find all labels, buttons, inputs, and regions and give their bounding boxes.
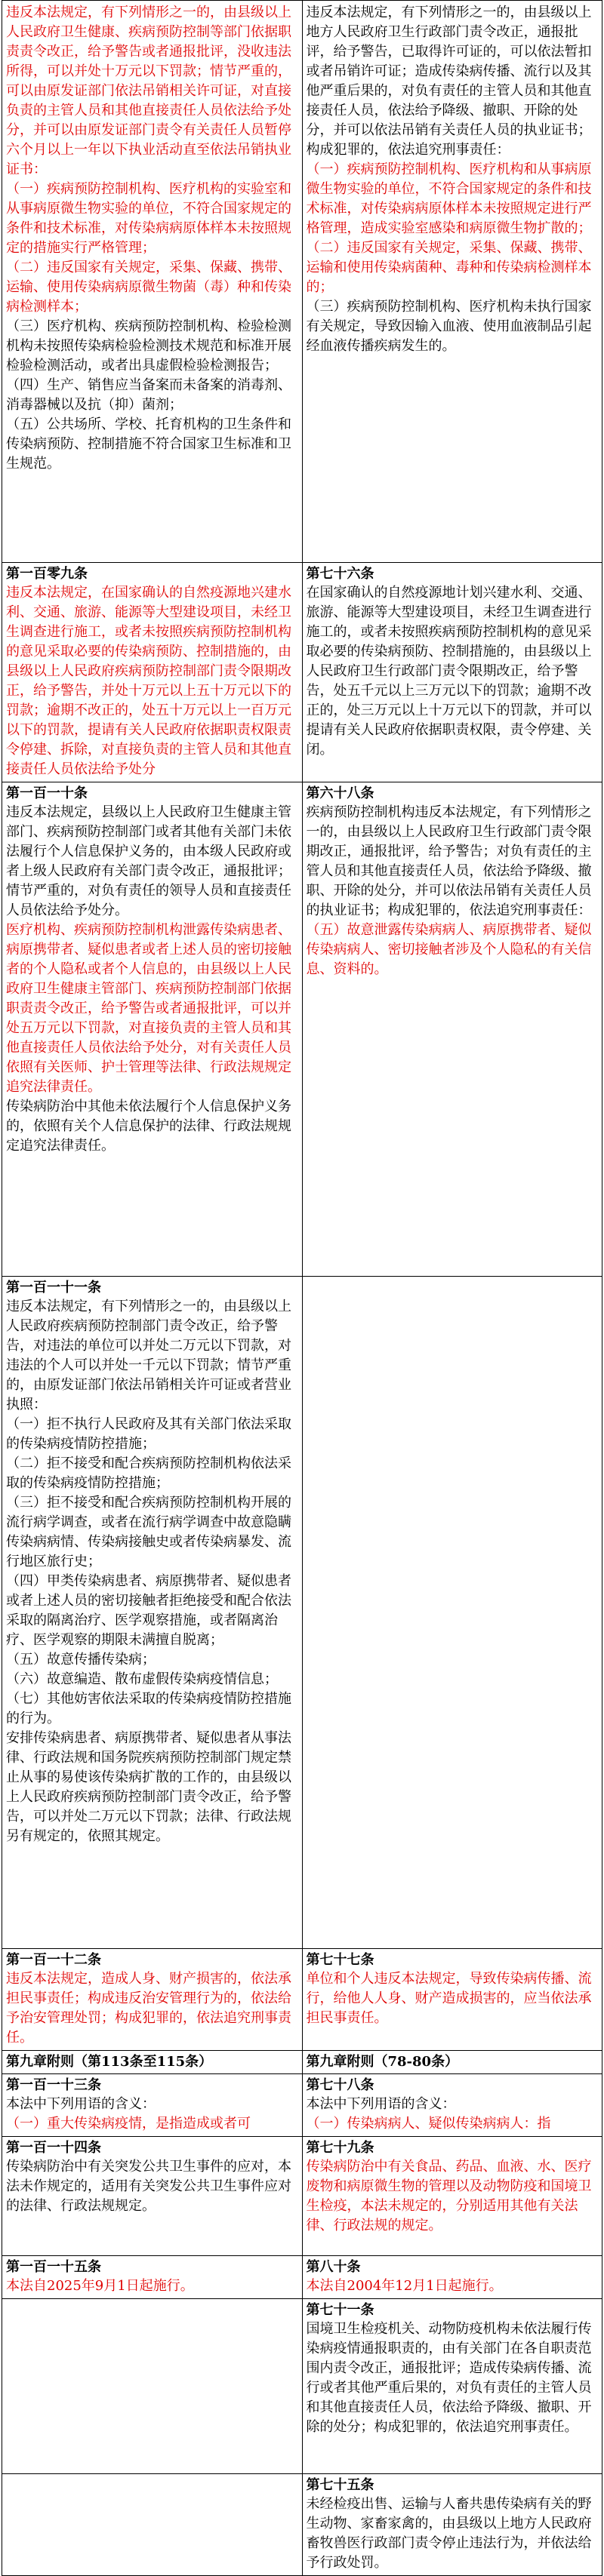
- empty-cell: [2, 2474, 303, 2576]
- old-law-cell: [302, 2256, 602, 2299]
- article-number: 第一百零九条: [6, 566, 88, 582]
- chapter-heading-old: [302, 2051, 602, 2074]
- new-law-cell: [2, 2074, 303, 2137]
- article-text: 违反本法规定，县级以上人民政府卫生健康主管部门、疾病预防控制部门或者其他有关部门未依法履行个人信息保护义务的，由本级人民政府或者上级人民政府有关部门责令改正，通报批评；情节严重的，对负有责任的领导人员和直接责任人员依法给予处分。: [6, 804, 291, 918]
- article-text: （六）故意编造、散布虚假传染病疫情信息；: [6, 1671, 278, 1687]
- changed-text: 医疗机构、疾病预防控制机构泄露传染病患者、病原携带者、疑似患者或者上述人员的密切接触者的个人隐私或者个人信息的，由县级以上人民政府卫生健康主管部门、疾病预防控制部门依据职责责令改正，给予警告或者通报批评，可以并处五万元以下罚款，对直接负责的主管人员和其他直接责任人员依法给予处分，对有关责任人员依照有关医师、护士管理等法律、行政法规规定追究法律责任。: [6, 922, 291, 1095]
- old-law-cell: [302, 782, 602, 1277]
- table-row: [2, 1949, 602, 2051]
- article-number: 第七十六条: [306, 566, 374, 582]
- article-number: 第一百一十四条: [6, 2140, 101, 2156]
- article-number: 第一百一十条: [6, 785, 88, 801]
- changed-text: （二）违反国家有关规定，采集、保藏、携带、运输和使用传染病菌种、毒种和传染病检测样本的；: [306, 240, 592, 295]
- changed-text: （一）疾病预防控制机构、医疗机构的实验室和从事病原微生物实验的单位，不符合国家规定的条件和技术标准，对传染病病原体样本未按照规定的措施实行严格管理；: [6, 181, 291, 256]
- article-text: 在国家确认的自然疫源地计划兴建水利、交通、旅游、能源等大型建设项目，未经卫生调查进行施工的，或者未按照疾病预防控制机构的意见采取必要的传染病预防、控制措施的，由县级以上人民政府卫生行政部门责令限期改正，给予警告，处五千元以上三万元以下的罚款；逾期不改正的，处三万元以上十万元以下的罚款，并可以提请有关人民政府依据职责权限，责令停建、关闭。: [306, 585, 592, 758]
- article-text: 未经检疫出售、运输与人畜共患传染病有关的野生动物、家畜家禽的，由县级以上地方人民政府畜牧兽医行政部门责令停止违法行为，并依法给予行政处罚。: [306, 2496, 592, 2571]
- changed-text: 违反本法规定，造成人身、财产损害的，依法承担民事责任；构成违反治安管理行为的，依法给予治安管理处罚；构成犯罪的，依法追究刑事责任。: [6, 1971, 291, 2046]
- article-text: （四）甲类传染病患者、病原携带者、疑似患者或者上述人员的密切接触者拒绝接受和配合依法采取的隔离治疗、医学观察措施，或者隔离治疗、医学观察的期限未满擅自脱离；: [6, 1573, 291, 1648]
- article-text: 违反本法规定，有下列情形之一的，由县级以上人民政府疾病预防控制部门责令改正，给予警告，对违法的单位可以并处二万元以下罚款，对违法的个人可以并处一千元以下罚款；情节严重的，由原发证部门依法吊销相关许可证或者营业执照：: [6, 1299, 291, 1412]
- new-law-cell: [2, 563, 303, 782]
- article-number: 第六十八条: [306, 785, 374, 801]
- article-text: （三）拒不接受和配合疾病预防控制机构开展的流行病学调查，或者在流行病学调查中故意隐瞒传染病病情、传染病接触史或者传染病暴发、流行地区旅行史；: [6, 1495, 291, 1569]
- article-number: 第七十九条: [306, 2140, 374, 2156]
- old-law-cell: [302, 2137, 602, 2256]
- article-text: 违反本法规定，有下列情形之一的，由县级以上地方人民政府卫生行政部门责令改正，通报批评，给予警告，已取得许可证的，可以依法暂扣或者吊销许可证；造成传染病传播、流行以及其他严重后果的，对负有责任的主管人员和其他直接责任人员，依法给予降级、撤职、开除的处分，并可以依法吊销有关责任人员的执业证书；构成犯罪的，依法追究刑事责任：: [306, 5, 592, 158]
- changed-text: 违反本法规定，有下列情形之一的，由县级以上人民政府卫生健康、疾病预防控制等部门依据职责责令改正，给予警告或者通报批评，没收违法所得，可以并处十万元以下罚款；情节严重的，可以由原发证部门依法吊销相关许可证，对直接负责的主管人员和其他直接责任人员依法给予处分，并可以由原发证部门责令有关责任人员暂停六个月以上一年以下执业活动直至依法吊销执业证书：: [6, 5, 291, 177]
- changed-text: （一）传染病病人、疑似传染病病人：指: [306, 2116, 551, 2132]
- new-law-cell: [2, 782, 303, 1277]
- old-law-cell: [302, 1949, 602, 2051]
- table-row: [2, 782, 602, 1277]
- article-number: 第七十八条: [306, 2077, 374, 2093]
- article-number: 第七十七条: [306, 1952, 374, 1968]
- table-row: [2, 563, 602, 782]
- table-row: [2, 1, 602, 563]
- table-row: [2, 1277, 602, 1949]
- article-number: 第一百一十二条: [6, 1952, 101, 1968]
- table-row: [2, 2074, 602, 2137]
- article-number: 第七十一条: [306, 2302, 374, 2318]
- article-text: （五）公共场所、学校、托育机构的卫生条件和传染病预防、控制措施不符合国家卫生标准和卫生规范。: [6, 417, 291, 472]
- table-row: [2, 2299, 602, 2474]
- old-law-cell: [302, 2299, 602, 2474]
- article-text: （一）拒不执行人民政府及其有关部门依法采取的传染病疫情防控措施；: [6, 1416, 291, 1452]
- article-text: （五）故意传播传染病；: [6, 1652, 156, 1668]
- article-text: （二）拒不接受和配合疾病预防控制机构依法采取的传染病疫情防控措施；: [6, 1456, 291, 1491]
- article-text: 安排传染病患者、病原携带者、疑似患者从事法律、行政法规和国务院疾病预防控制部门规定禁止从事的易使该传染病扩散的工作的，由县级以上人民政府疾病预防控制部门责令改正，给予警告，可以并处二万元以下罚款；法律、行政法规另有规定的，依照其规定。: [6, 1730, 291, 1844]
- changed-text: （一）疾病预防控制机构、医疗机构和从事病原微生物实验的单位，不符合国家规定的条件和技术标准，对传染病病原体样本未按照规定进行严格管理，造成实验室感染和病原微生物扩散的；: [306, 161, 592, 236]
- chapter-heading-new: [2, 2051, 303, 2074]
- article-text: 传染病防治中其他未依法履行个人信息保护义务的，依照有关个人信息保护的法律、行政法规规定追究法律责任。: [6, 1099, 291, 1154]
- article-number: 第一百一十一条: [6, 1280, 101, 1296]
- old-law-cell: [302, 2074, 602, 2137]
- new-law-cell: [2, 2256, 303, 2299]
- article-text: 本法中下列用语的含义：: [6, 2096, 156, 2112]
- old-law-cell: [302, 2474, 602, 2576]
- table-row: [2, 2256, 602, 2299]
- table-row: [2, 2137, 602, 2256]
- article-text: 疾病预防控制机构违反本法规定，有下列情形之一的，由县级以上人民政府卫生行政部门责令限期改正，通报批评，给予警告；对负有责任的主管人员和其他直接责任人员，依法给予降级、撤职、开除的处分，并可以依法吊销有关责任人员的执业证书；构成犯罪的，依法追究刑事责任：: [306, 804, 592, 918]
- old-law-cell: [302, 563, 602, 782]
- old-law-cell: [302, 1277, 602, 1949]
- article-text: 传染病防治中有关突发公共卫生事件的应对，本法未作规定的，适用有关突发公共卫生事件应对的法律、行政法规规定。: [6, 2159, 291, 2214]
- changed-text: （一）重大传染病疫情，是指造成或者可: [6, 2116, 251, 2132]
- article-text: （三）医疗机构、疾病预防控制机构、检验检测机构未按照传染病检验检测技术规范和标准开展检验检测活动，或者出具虚假检验检测报告；: [6, 318, 291, 373]
- table-row: [2, 2051, 602, 2074]
- new-law-cell: [2, 2137, 303, 2256]
- article-number: 第九章附则（第113条至115条）: [6, 2054, 213, 2070]
- article-text: 国境卫生检疫机关、动物防疫机构未依法履行传染病疫情通报职责的，由有关部门在各自职责范围内责令改正，通报批评；造成传染病传播、流行或者其他严重后果的，对负有责任的主管人员和其他直接责任人员，依法给予降级、撤职、开除的处分；构成犯罪的，依法追究刑事责任。: [306, 2321, 592, 2435]
- empty-cell: [2, 2299, 303, 2474]
- article-number: 第一百一十五条: [6, 2259, 101, 2275]
- article-number: 第八十条: [306, 2259, 361, 2275]
- new-law-cell: [2, 1949, 303, 2051]
- old-law-cell: [302, 1, 602, 563]
- article-text: （七）其他妨害依法采取的传染病疫情防控措施的行为。: [6, 1691, 291, 1726]
- new-law-cell: [2, 1277, 303, 1949]
- changed-text: （二）违反国家有关规定，采集、保藏、携带、运输、使用传染病病原微生物菌（毒）种和传染病检测样本；: [6, 260, 291, 315]
- table-row: [2, 2474, 602, 2576]
- changed-text: 传染病防治中有关食品、药品、血液、水、医疗废物和病原微生物的管理以及动物防疫和国境卫生检疫，本法未规定的，分别适用其他有关法律、行政法规的规定。: [306, 2159, 592, 2233]
- changed-text: （五）故意泄露传染病病人、病原携带者、疑似传染病病人、密切接触者涉及个人隐私的有关信息、资料的。: [306, 922, 592, 977]
- changed-text: 本法自2004年12月1日起施行。: [306, 2278, 503, 2294]
- article-text: （四）生产、销售应当备案而未备案的消毒剂、消毒器械以及抗（抑）菌剂；: [6, 377, 291, 413]
- article-text: 本法中下列用语的含义：: [306, 2096, 456, 2112]
- law-comparison-table: [2, 0, 602, 2576]
- article-text: （三）疾病预防控制机构、医疗机构未执行国家有关规定，导致因输入血液、使用血液制品引起经血液传播疾病发生的。: [306, 299, 592, 354]
- article-number: 第九章附则（78-80条）: [306, 2054, 459, 2070]
- article-number: 第七十五条: [306, 2477, 374, 2493]
- changed-text: 单位和个人违反本法规定，导致传染病传播、流行，给他人人身、财产造成损害的，应当依法承担民事责任。: [306, 1971, 592, 2026]
- article-number: 第一百一十三条: [6, 2077, 101, 2093]
- new-law-cell: [2, 1, 303, 563]
- changed-text: 本法自2025年9月1日起施行。: [6, 2278, 194, 2294]
- changed-text: 违反本法规定，在国家确认的自然疫源地兴建水利、交通、旅游、能源等大型建设项目，未经卫生调查进行施工，或者未按照疾病预防控制机构的意见采取必要的传染病预防、控制措施的，由县级以上人民政府疾病预防控制部门责令限期改正，给予警告，并处十万元以上五十万元以下的罚款；逾期不改正的，处五十万元以上一百万元以下的罚款，提请有关人民政府依据职责权限责令停建、拆除，对直接负责的主管人员和其他直接责任人员依法给予处分: [6, 585, 291, 777]
